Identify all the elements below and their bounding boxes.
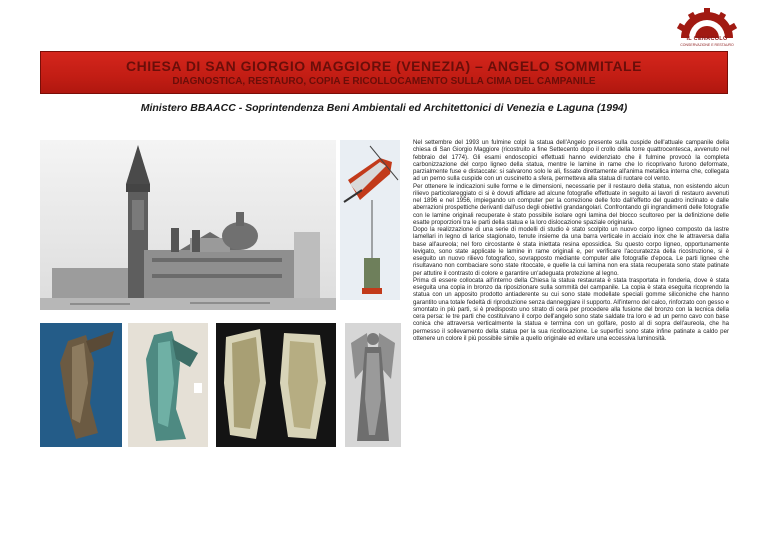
damaged-statue-photo	[40, 323, 122, 447]
paragraph-4: Prima di essere collocata all'interno della Chiesa la statua restaurata è stata trasportata in fonderia, dove è stata eseguita una copia in bronzo da riposizionare sulla sommità del campanile. La copia è stata eseguita ricoprendo la statua con un apposito prodotto antiaderente su cui sono state modellate speciali gomme siliconiche che hanno garantito una totale fedeltà di riproduzione senza danneggiare il supporto. All'interno del calco, rinforzato con gesso e smontato in più parti, si è predisposto uno strato di cera per procedere alla fusione del bronzo con la tecnica della cera persa: le tre parti che costituivano il corpo dell'angelo sono state saldate tra loro e ad un perno cavo con base conica che attraversa verticalmente la statua e termina con un golfare, posto al di sopra dell'aureola, che ha permesso il sollevamento della statua per la sua ricollocazione. Le superfici sono state infine patinate a caldo per ottenere un colore il più possibile simile a quello originale ed evitare una eccessiva luminosità.	[413, 276, 729, 342]
ministry-line: Ministero BBAACC - Soprintendenza Beni Ambientali ed Architettonici di Venezia e Laguna (1994)	[140, 102, 628, 114]
church-photo	[40, 140, 336, 310]
angel-statue-photo	[345, 323, 401, 447]
copper-statue-photo	[128, 323, 208, 447]
title-banner	[40, 51, 728, 94]
cenacolo-logo-icon	[667, 8, 747, 48]
logo-text: IL CENACOLO	[686, 36, 728, 42]
body-text	[413, 139, 729, 342]
wooden-core-photo	[216, 323, 336, 447]
logo-subtext: CONSERVAZIONE E RESTAURO	[680, 43, 734, 47]
paragraph-3: Dopo la realizzazione di una serie di modelli di studio è stato scolpito un nuovo corpo ligneo composto da lastre lamellari in legno di larice stagionato, tenute insieme da una barra verticale in acciaio inox che le attraversa dalla base all'aureola; nel foro circostante è stata iniettata resina epossidica. Su questo corpo ligneo, opportunamente levigato, sono state applicate le lamine in rame originali e, per verificare l'accuratezza della ricostruzione, si è eseguito un nuovo rilievo fotografico, sovrapposto mediante computer alle fotografie d'epoca. Le parti lignee che risultavano non combaciare sono state ritoccate, e quelle la cui lamina non era stata recuperata sono state patinate per attutire il contrasto di colore e garantire un'adeguata protezione al legno.	[413, 226, 729, 277]
paragraph-1: Nel settembre del 1993 un fulmine colpì la statua dell'Angelo presente sulla cuspide dell'attuale campanile della chiesa di San Giorgio Maggiore (ricostruito a fine Settecento dopo il crollo della torre quattrocentesca, avvenuto nel febbraio del 1774). Gli esami endoscopici effettuati hanno evidenziato che il fulmine provocò la completa carbonizzazione del corpo ligneo della statua, mentre le lamine in rame che lo ricoprivano furono deformate, parzialmente fuse e distaccate: si salvarono solo le ali, fissate direttamente all'anima metallica interna che, collegata ad un perno sulla cuspide con un cuscinetto a sfera, permetteva alla statua di ruotare col vento.	[413, 139, 729, 183]
paragraph-2: Per ottenere le indicazioni sulle forme e le dimensioni, necessarie per il restauro della statua, non esistendo alcun rilievo particolareggiato ci si è dovuti affidare ad alcune fotografie effettuate in seguito ai lavori di restauro avvenuti nel 1896 e nel 1956, impiegando un computer per la correzione delle foto dall'effetto del quadro inclinato e dalle aberrazioni prospettiche derivanti dall'uso degli obiettivi grandangolari. Confrontando gli ingrandimenti delle fotografie con le lamine originali recuperate è stato possibile isolare ogni lamina del blocco scultoreo per la definizione delle esatte proporzioni tra le parti della statua e la loro dislocazione spaziale originaria.	[413, 182, 729, 226]
page-subtitle: DIAGNOSTICA, RESTAURO, COPIA E RICOLLOCAMENTO SULLA CIMA DEL CAMPANILE	[172, 76, 596, 87]
helicopter-photo	[340, 140, 400, 300]
page-title: CHIESA DI SAN GIORGIO MAGGIORE (VENEZIA) – ANGELO SOMMITALE	[126, 58, 642, 74]
